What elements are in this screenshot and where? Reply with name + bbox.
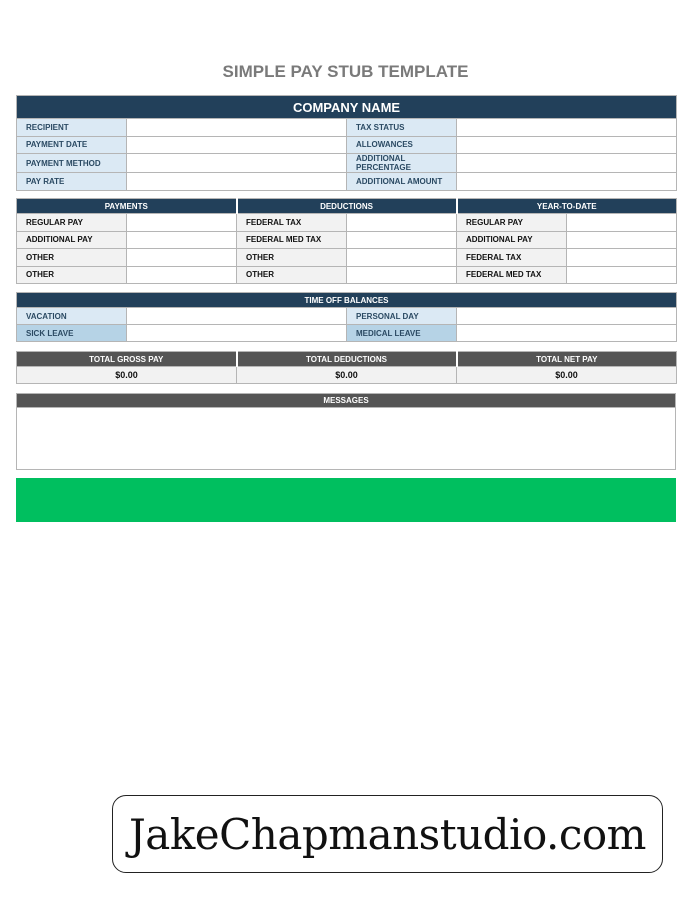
payments-row-field[interactable]	[127, 214, 237, 232]
payment-method-field[interactable]	[127, 154, 347, 173]
ytd-row-field[interactable]	[567, 266, 677, 284]
payment-date-field[interactable]	[127, 136, 347, 154]
total-net-pay-value: $0.00	[457, 367, 677, 384]
total-deductions-header: TOTAL DEDUCTIONS	[237, 352, 457, 367]
earnings-table	[16, 198, 677, 284]
payments-row-label: OTHER	[17, 249, 127, 267]
sick-leave-label: SICK LEAVE	[17, 325, 127, 342]
total-gross-pay-value: $0.00	[17, 367, 237, 384]
additional-percentage-label: ADDITIONAL PERCENTAGE	[347, 154, 457, 173]
pay-rate-field[interactable]	[127, 173, 347, 191]
payments-row-field[interactable]	[127, 266, 237, 284]
deductions-row-field[interactable]	[347, 266, 457, 284]
additional-amount-field[interactable]	[457, 173, 677, 191]
payments-header: PAYMENTS	[17, 199, 237, 214]
ytd-row-label: REGULAR PAY	[457, 214, 567, 232]
deductions-header: DEDUCTIONS	[237, 199, 457, 214]
personal-day-label: PERSONAL DAY	[347, 308, 457, 325]
additional-amount-label: ADDITIONAL AMOUNT	[347, 173, 457, 191]
payments-row-label: OTHER	[17, 266, 127, 284]
ytd-row-field[interactable]	[567, 231, 677, 249]
company-info-table	[16, 95, 677, 191]
deductions-row-field[interactable]	[347, 231, 457, 249]
allowances-label: ALLOWANCES	[347, 136, 457, 154]
total-deductions-value: $0.00	[237, 367, 457, 384]
vacation-label: VACATION	[17, 308, 127, 325]
tax-status-label: TAX STATUS	[347, 119, 457, 137]
payments-row-label: REGULAR PAY	[17, 214, 127, 232]
recipient-label: RECIPIENT	[17, 119, 127, 137]
deductions-row-field[interactable]	[347, 214, 457, 232]
document-title: SIMPLE PAY STUB TEMPLATE	[222, 62, 469, 81]
sick-leave-field[interactable]	[127, 325, 347, 342]
deductions-row-label: FEDERAL MED TAX	[237, 231, 347, 249]
deductions-row-label: FEDERAL TAX	[237, 214, 347, 232]
deductions-row-field[interactable]	[347, 249, 457, 267]
medical-leave-field[interactable]	[457, 325, 677, 342]
tax-status-field[interactable]	[457, 119, 677, 137]
ytd-row-field[interactable]	[567, 249, 677, 267]
totals-table	[16, 351, 677, 384]
payments-row-field[interactable]	[127, 231, 237, 249]
deductions-row-label: OTHER	[237, 266, 347, 284]
additional-percentage-field[interactable]	[457, 154, 677, 173]
time-off-header: TIME OFF BALANCES	[17, 293, 677, 308]
vacation-field[interactable]	[127, 308, 347, 325]
recipient-field[interactable]	[127, 119, 347, 137]
payments-row-label: ADDITIONAL PAY	[17, 231, 127, 249]
deductions-row-label: OTHER	[237, 249, 347, 267]
messages-field[interactable]	[16, 407, 676, 470]
total-net-pay-header: TOTAL NET PAY	[457, 352, 677, 367]
total-gross-pay-header: TOTAL GROSS PAY	[17, 352, 237, 367]
time-off-table	[16, 292, 677, 342]
payment-date-label: PAYMENT DATE	[17, 136, 127, 154]
medical-leave-label: MEDICAL LEAVE	[347, 325, 457, 342]
payments-row-field[interactable]	[127, 249, 237, 267]
watermark: JakeChapmanstudio.com	[112, 795, 663, 873]
pay-rate-label: PAY RATE	[17, 173, 127, 191]
allowances-field[interactable]	[457, 136, 677, 154]
payment-method-label: PAYMENT METHOD	[17, 154, 127, 173]
messages-header: MESSAGES	[17, 394, 676, 408]
ytd-row-field[interactable]	[567, 214, 677, 232]
ytd-header: YEAR-TO-DATE	[457, 199, 677, 214]
company-name: COMPANY NAME	[17, 96, 677, 119]
messages-header-table	[16, 393, 676, 408]
ytd-row-label: FEDERAL TAX	[457, 249, 567, 267]
accent-banner	[16, 478, 676, 522]
ytd-row-label: FEDERAL MED TAX	[457, 266, 567, 284]
ytd-row-label: ADDITIONAL PAY	[457, 231, 567, 249]
personal-day-field[interactable]	[457, 308, 677, 325]
